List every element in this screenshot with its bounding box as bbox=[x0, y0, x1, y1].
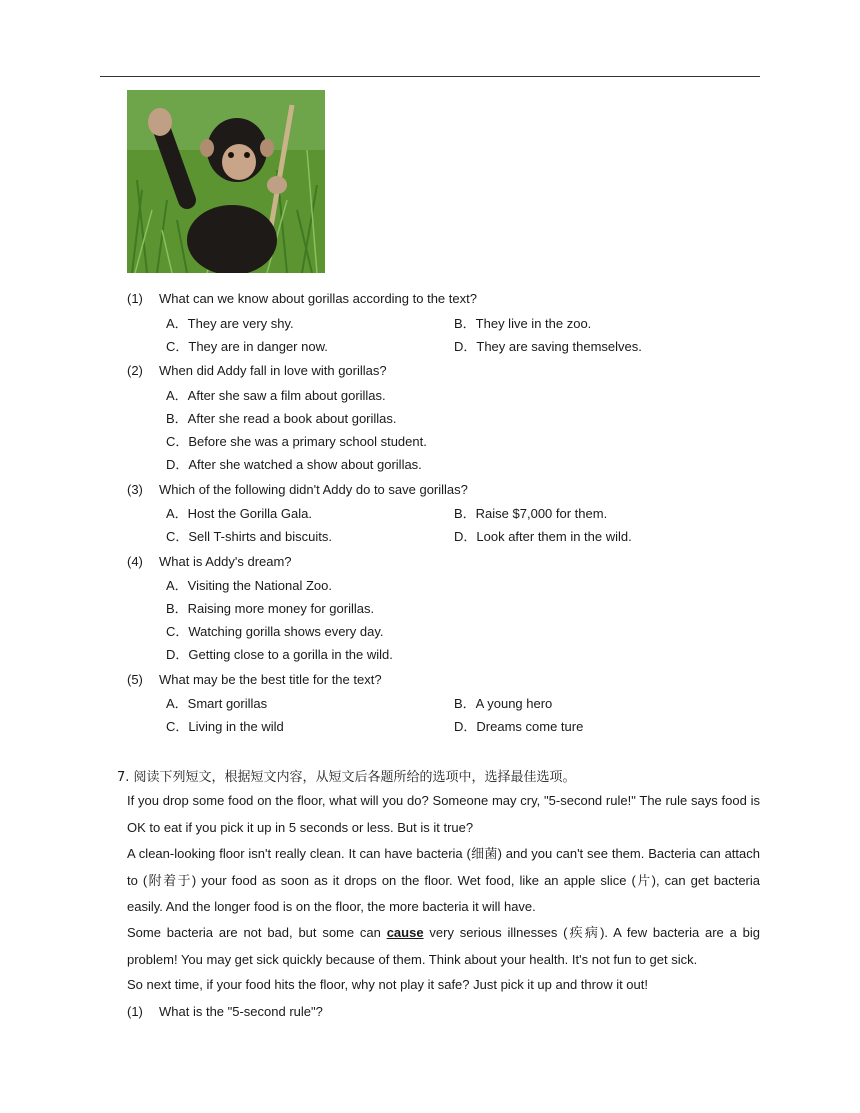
question-number: (4) bbox=[127, 554, 143, 569]
question-text: What is Addy's dream? bbox=[159, 554, 292, 569]
option-c[interactable]: C．They are in danger now. bbox=[166, 339, 328, 354]
option-d[interactable]: D．Getting close to a gorilla in the wild. bbox=[166, 647, 393, 662]
question-1 bbox=[127, 291, 477, 307]
question-text: When did Addy fall in love with gorillas? bbox=[159, 363, 387, 378]
question-number: (5) bbox=[127, 672, 143, 687]
option-c[interactable]: C．Before she was a primary school student. bbox=[166, 434, 427, 449]
paragraph-text: Some bacteria are not bad, but some can bbox=[127, 925, 387, 940]
option-a[interactable]: A．They are very shy. bbox=[166, 316, 294, 331]
option-a[interactable]: A．Smart gorillas bbox=[166, 696, 268, 711]
option-c[interactable]: C．Sell T-shirts and biscuits. bbox=[166, 529, 332, 544]
chimpanzee-photo bbox=[127, 90, 325, 273]
section7-question-1 bbox=[127, 1004, 323, 1020]
option-d[interactable]: D．Dreams come ture bbox=[454, 719, 584, 734]
option-b[interactable]: B．Raise $7,000 for them. bbox=[454, 506, 608, 521]
option-c[interactable]: C．Watching gorilla shows every day. bbox=[166, 624, 384, 639]
option-a[interactable]: A．After she saw a film about gorillas. bbox=[166, 388, 386, 403]
question-text: What can we know about gorillas according to the text? bbox=[159, 291, 477, 306]
passage-paragraph-2: A clean-looking floor isn't really clean. It can have bacteria (细菌) and you can't see them. Bacteria can attach to (附着于) your food as soon as it drops on the floor. Wet food, like an apple slice (片), can get bacteria easily. And the longer food is on the floor, the more bacteria it will have. bbox=[127, 846, 760, 914]
question-text: Which of the following didn't Addy do to save gorillas? bbox=[159, 482, 468, 497]
question-4 bbox=[127, 554, 292, 570]
paragraph-text: very serious illnesses (疾病). A few bacteria are a big problem! You may get sick quickly because of them. Think about your health. It's not fun to get sick. bbox=[127, 925, 760, 967]
question-number: (1) bbox=[127, 1004, 143, 1019]
option-d[interactable]: D．Look after them in the wild. bbox=[454, 529, 632, 544]
question-2 bbox=[127, 363, 387, 379]
option-b[interactable]: B．They live in the zoo. bbox=[454, 316, 592, 331]
option-a[interactable]: A．Host the Gorilla Gala. bbox=[166, 506, 312, 521]
option-d[interactable]: D．After she watched a show about gorillas. bbox=[166, 457, 422, 472]
option-b[interactable]: B．Raising more money for gorillas. bbox=[166, 601, 375, 616]
passage-paragraph-1: If you drop some food on the floor, what will you do? Someone may cry, "5-second rule!" The rule says food is OK to eat if you pick it up in 5 seconds or less. But is it true? bbox=[127, 793, 760, 835]
question-text: What is the "5-second rule"? bbox=[159, 1004, 323, 1019]
question-5 bbox=[127, 672, 382, 688]
passage-paragraph-4: So next time, if your food hits the floor, why not play it safe? Just pick it up and throw it out! bbox=[127, 977, 648, 992]
question-3 bbox=[127, 482, 468, 498]
section-heading: 7. 阅读下列短文，根据短文内容，从短文后各题所给的选项中，选择最佳选项。 bbox=[117, 770, 576, 785]
underlined-word: cause bbox=[386, 925, 424, 940]
question-number: (3) bbox=[127, 482, 143, 497]
option-c[interactable]: C．Living in the wild bbox=[166, 719, 284, 734]
passage-paragraph-3 bbox=[127, 920, 760, 973]
question-number: (2) bbox=[127, 363, 143, 378]
option-b[interactable]: B．A young hero bbox=[454, 696, 553, 711]
option-a[interactable]: A．Visiting the National Zoo. bbox=[166, 578, 332, 593]
question-number: (1) bbox=[127, 291, 143, 306]
question-text: What may be the best title for the text? bbox=[159, 672, 382, 687]
option-d[interactable]: D．They are saving themselves. bbox=[454, 339, 642, 354]
option-b[interactable]: B．After she read a book about gorillas. bbox=[166, 411, 397, 426]
header-rule bbox=[100, 76, 760, 77]
